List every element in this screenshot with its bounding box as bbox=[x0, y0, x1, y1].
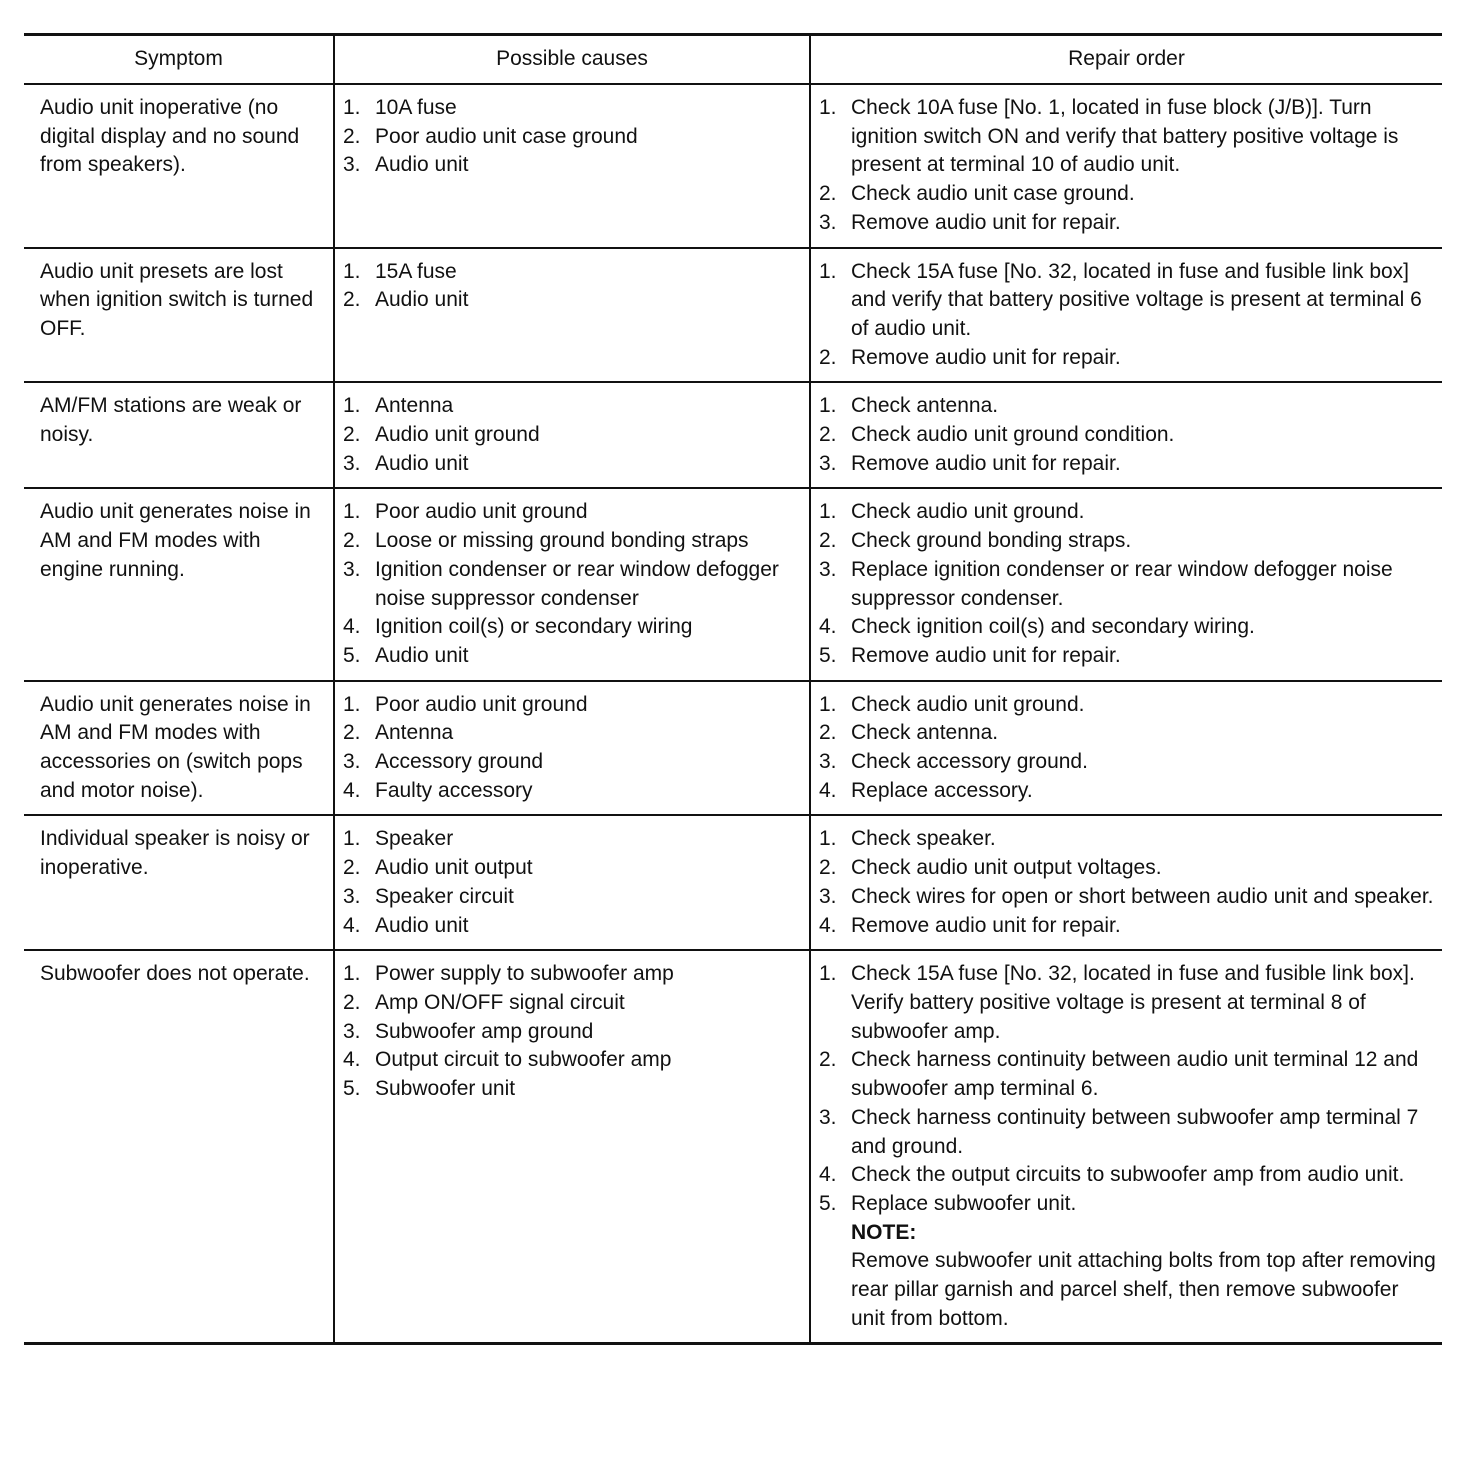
list-item bbox=[819, 748, 1436, 777]
item-text-main: Remove audio unit for repair. bbox=[851, 210, 1121, 234]
list-item bbox=[819, 527, 1436, 556]
item-text-main: Audio unit bbox=[375, 288, 469, 312]
list-item bbox=[343, 854, 805, 883]
item-text-main: Loose or missing ground bonding straps bbox=[375, 529, 749, 553]
list-item bbox=[343, 392, 805, 421]
repair-order-cell bbox=[810, 488, 1442, 680]
list-item bbox=[819, 180, 1436, 209]
item-text-main: Power supply to subwoofer amp bbox=[375, 962, 674, 986]
item-number: 1. bbox=[819, 96, 837, 119]
list-item bbox=[819, 883, 1436, 912]
possible-causes-cell bbox=[334, 681, 810, 816]
symptom-cell: AM/FM stations are weak or noisy. bbox=[24, 382, 334, 488]
item-number: 4. bbox=[343, 615, 361, 639]
item-text bbox=[375, 94, 805, 123]
item-text bbox=[375, 527, 805, 556]
item-text-main: Audio unit bbox=[375, 451, 469, 475]
possible-causes-cell bbox=[334, 382, 810, 488]
symptom-cell: Audio unit inoperative (no digital display and no sound from speakers). bbox=[24, 84, 334, 248]
numbered-list bbox=[343, 392, 805, 478]
list-item bbox=[819, 498, 1436, 527]
symptom-cell: Individual speaker is noisy or inoperative. bbox=[24, 815, 334, 950]
item-text bbox=[375, 1018, 805, 1047]
item-number: 5. bbox=[343, 1077, 361, 1101]
list-item bbox=[819, 719, 1436, 748]
list-item bbox=[343, 825, 805, 854]
table-row bbox=[24, 681, 1442, 816]
numbered-list bbox=[819, 691, 1436, 806]
item-text bbox=[375, 421, 805, 450]
list-item bbox=[819, 209, 1436, 238]
item-number: 1. bbox=[819, 827, 837, 851]
list-item bbox=[819, 421, 1436, 450]
item-number: 2. bbox=[819, 182, 837, 206]
item-text-main: Output circuit to subwoofer amp bbox=[375, 1048, 672, 1072]
item-text bbox=[851, 94, 1436, 180]
item-text-main: Replace ignition condenser or rear window defogger noise suppressor condenser. bbox=[851, 557, 1393, 610]
numbered-list bbox=[819, 960, 1436, 1333]
list-item bbox=[343, 498, 805, 527]
item-text bbox=[851, 691, 1436, 720]
header-symptom: Symptom bbox=[24, 35, 334, 85]
repair-order-cell bbox=[810, 84, 1442, 248]
item-number: 3. bbox=[343, 153, 361, 177]
item-number: 4. bbox=[343, 1048, 361, 1072]
item-text bbox=[375, 498, 805, 527]
item-text-main: Remove audio unit for repair. bbox=[851, 643, 1121, 667]
list-item bbox=[819, 613, 1436, 642]
item-text bbox=[851, 719, 1436, 748]
item-text-main: Remove audio unit for repair. bbox=[851, 345, 1121, 369]
item-number: 3. bbox=[343, 557, 361, 581]
troubleshooting-table bbox=[24, 33, 1442, 1345]
item-text-main: Speaker circuit bbox=[375, 884, 514, 908]
list-item bbox=[819, 1046, 1436, 1103]
item-text-main: Poor audio unit case ground bbox=[375, 124, 638, 148]
item-text-main: Ignition condenser or rear window defogger noise suppressor condenser bbox=[375, 557, 779, 610]
item-text bbox=[375, 989, 805, 1018]
item-number: 1. bbox=[819, 962, 837, 986]
item-text-main: Check harness continuity between audio unit terminal 12 and subwoofer amp terminal 6. bbox=[851, 1048, 1419, 1101]
item-text bbox=[851, 883, 1436, 912]
item-text-main: Faulty accessory bbox=[375, 778, 533, 802]
item-text-main: Antenna bbox=[375, 721, 454, 745]
list-item bbox=[343, 719, 805, 748]
item-text bbox=[851, 392, 1436, 421]
item-text bbox=[375, 286, 805, 315]
item-text-main: 15A fuse bbox=[375, 259, 457, 283]
symptom-cell: Audio unit presets are lost when ignition switch is turned OFF. bbox=[24, 248, 334, 383]
item-number: 2. bbox=[819, 1048, 837, 1072]
item-number: 5. bbox=[343, 643, 361, 667]
item-text bbox=[851, 498, 1436, 527]
item-text bbox=[375, 912, 805, 941]
item-text bbox=[851, 748, 1436, 777]
item-number: 1. bbox=[343, 962, 361, 986]
item-number: 5. bbox=[819, 643, 837, 667]
table-row bbox=[24, 248, 1442, 383]
item-number: 1. bbox=[343, 259, 361, 283]
list-item bbox=[343, 691, 805, 720]
list-item bbox=[343, 151, 805, 180]
list-item bbox=[819, 392, 1436, 421]
list-item bbox=[819, 691, 1436, 720]
list-item bbox=[343, 960, 805, 989]
item-text bbox=[375, 883, 805, 912]
item-text-main: Check accessory ground. bbox=[851, 750, 1088, 774]
item-text-main: Check audio unit case ground. bbox=[851, 182, 1135, 206]
item-number: 3. bbox=[819, 1105, 837, 1129]
repair-order-cell bbox=[810, 815, 1442, 950]
numbered-list bbox=[343, 691, 805, 806]
list-item bbox=[819, 450, 1436, 479]
item-text-main: Check audio unit ground. bbox=[851, 692, 1085, 716]
item-text bbox=[375, 960, 805, 989]
possible-causes-cell bbox=[334, 815, 810, 950]
header-possible-causes: Possible causes bbox=[334, 35, 810, 85]
item-text-main: Ignition coil(s) or secondary wiring bbox=[375, 615, 693, 639]
numbered-list bbox=[819, 94, 1436, 238]
item-text bbox=[851, 556, 1436, 613]
item-text-main: Check 15A fuse [No. 32, located in fuse and fusible link box]. bbox=[851, 962, 1415, 986]
item-text-main: Check audio unit ground. bbox=[851, 500, 1085, 524]
item-number: 4. bbox=[343, 778, 361, 802]
item-number: 2. bbox=[819, 423, 837, 447]
item-text bbox=[375, 392, 805, 421]
item-text bbox=[375, 691, 805, 720]
list-item bbox=[343, 1018, 805, 1047]
repair-order-cell bbox=[810, 681, 1442, 816]
item-number: 5. bbox=[819, 1191, 837, 1215]
item-number: 3. bbox=[343, 884, 361, 908]
item-number: 2. bbox=[343, 288, 361, 312]
item-text-main: Check harness continuity between subwoofer amp terminal 7 and ground. bbox=[851, 1105, 1419, 1158]
item-text bbox=[851, 344, 1436, 373]
list-item bbox=[343, 286, 805, 315]
item-number: 1. bbox=[819, 394, 837, 418]
list-item bbox=[343, 421, 805, 450]
list-item bbox=[343, 258, 805, 287]
item-number: 2. bbox=[343, 856, 361, 880]
list-item bbox=[343, 450, 805, 479]
item-text-main: Accessory ground bbox=[375, 750, 544, 774]
item-text-main: Audio unit ground bbox=[375, 423, 540, 447]
list-item bbox=[343, 748, 805, 777]
item-number: 1. bbox=[343, 692, 361, 716]
item-text bbox=[851, 421, 1436, 450]
item-number: 3. bbox=[819, 750, 837, 774]
item-text-main: Check audio unit ground condition. bbox=[851, 423, 1175, 447]
item-text bbox=[375, 1075, 805, 1104]
item-number: 2. bbox=[819, 529, 837, 553]
list-item bbox=[343, 613, 805, 642]
item-text bbox=[851, 777, 1436, 806]
item-text bbox=[375, 258, 805, 287]
list-item bbox=[819, 777, 1436, 806]
item-text bbox=[851, 854, 1436, 883]
item-text-main: Audio unit bbox=[375, 913, 469, 937]
numbered-list bbox=[819, 392, 1436, 478]
item-number: 3. bbox=[819, 884, 837, 908]
list-item bbox=[819, 258, 1436, 344]
list-item bbox=[819, 344, 1436, 373]
item-text bbox=[851, 1104, 1436, 1161]
item-text-main: Check wires for open or short between audio unit and speaker. bbox=[851, 884, 1434, 908]
list-item bbox=[343, 777, 805, 806]
symptom-cell: Subwoofer does not operate. bbox=[24, 950, 334, 1344]
item-text-main: Speaker bbox=[375, 827, 454, 851]
list-item bbox=[819, 1161, 1436, 1190]
item-text bbox=[375, 825, 805, 854]
item-text bbox=[851, 1046, 1436, 1103]
symptom-cell: Audio unit generates noise in AM and FM modes with engine running. bbox=[24, 488, 334, 680]
item-number: 1. bbox=[343, 500, 361, 524]
item-text bbox=[851, 209, 1436, 238]
item-text-main: Check antenna. bbox=[851, 394, 999, 418]
item-text bbox=[375, 1046, 805, 1075]
list-item bbox=[343, 556, 805, 613]
item-number: 1. bbox=[343, 827, 361, 851]
item-text bbox=[375, 613, 805, 642]
item-text bbox=[375, 748, 805, 777]
list-item bbox=[343, 1075, 805, 1104]
repair-order-cell bbox=[810, 950, 1442, 1344]
item-number: 1. bbox=[343, 96, 361, 119]
list-item bbox=[343, 989, 805, 1018]
item-text bbox=[851, 642, 1436, 671]
item-number: 4. bbox=[819, 778, 837, 802]
list-item bbox=[819, 556, 1436, 613]
numbered-list bbox=[819, 825, 1436, 940]
item-text-main: Poor audio unit ground bbox=[375, 692, 588, 716]
note-title: NOTE: bbox=[851, 1220, 917, 1244]
item-text-main: Replace accessory. bbox=[851, 778, 1033, 802]
item-text-main: Check antenna. bbox=[851, 721, 999, 745]
item-text bbox=[851, 825, 1436, 854]
item-number: 2. bbox=[343, 124, 361, 148]
item-number: 2. bbox=[343, 423, 361, 447]
item-number: 3. bbox=[819, 557, 837, 581]
item-text bbox=[375, 556, 805, 613]
item-number: 4. bbox=[343, 913, 361, 937]
item-number: 3. bbox=[343, 1019, 361, 1043]
numbered-list bbox=[343, 825, 805, 940]
repair-order-cell bbox=[810, 382, 1442, 488]
item-text-main: Check ignition coil(s) and secondary wiring. bbox=[851, 615, 1255, 639]
list-item bbox=[343, 123, 805, 152]
table-row bbox=[24, 84, 1442, 248]
item-text-main: Check ground bonding straps. bbox=[851, 529, 1132, 553]
item-number: 2. bbox=[343, 529, 361, 553]
item-text-main: Remove audio unit for repair. bbox=[851, 913, 1121, 937]
item-number: 1. bbox=[819, 500, 837, 524]
item-text bbox=[851, 912, 1436, 941]
item-text bbox=[375, 123, 805, 152]
item-number: 1. bbox=[343, 394, 361, 418]
header-row bbox=[24, 35, 1442, 85]
item-number: 1. bbox=[819, 259, 837, 283]
list-item bbox=[343, 642, 805, 671]
item-text-main: Remove audio unit for repair. bbox=[851, 451, 1121, 475]
item-number: 2. bbox=[343, 990, 361, 1014]
item-text-main: Check 10A fuse [No. 1, located in fuse block (J/B)]. Turn ignition switch ON and verify that battery positive voltage is present at terminal 10 of audio unit. bbox=[851, 96, 1399, 177]
numbered-list bbox=[343, 94, 805, 180]
item-number: 2. bbox=[819, 721, 837, 745]
item-number: 2. bbox=[819, 856, 837, 880]
item-text-main: Audio unit bbox=[375, 643, 469, 667]
list-item bbox=[819, 1104, 1436, 1161]
symptom-cell: Audio unit generates noise in AM and FM modes with accessories on (switch pops and motor noise). bbox=[24, 681, 334, 816]
item-text-main: Audio unit bbox=[375, 153, 469, 177]
table-row bbox=[24, 382, 1442, 488]
item-text bbox=[851, 1190, 1436, 1334]
item-number: 3. bbox=[819, 451, 837, 475]
item-text bbox=[375, 854, 805, 883]
table-row bbox=[24, 488, 1442, 680]
item-number: 3. bbox=[343, 750, 361, 774]
item-text-main: Audio unit output bbox=[375, 856, 533, 880]
item-text bbox=[851, 258, 1436, 344]
item-text bbox=[851, 527, 1436, 556]
possible-causes-cell bbox=[334, 488, 810, 680]
item-text bbox=[851, 960, 1436, 1046]
item-text-main: Subwoofer amp ground bbox=[375, 1019, 594, 1043]
list-item bbox=[343, 94, 805, 123]
possible-causes-cell bbox=[334, 84, 810, 248]
item-text-main: Amp ON/OFF signal circuit bbox=[375, 990, 625, 1014]
item-number: 4. bbox=[819, 913, 837, 937]
item-text-main: Replace subwoofer unit. bbox=[851, 1191, 1077, 1215]
item-number: 1. bbox=[819, 692, 837, 716]
list-item bbox=[343, 883, 805, 912]
item-text bbox=[375, 642, 805, 671]
table-row bbox=[24, 950, 1442, 1344]
item-text-main: 10A fuse bbox=[375, 96, 457, 119]
numbered-list bbox=[343, 960, 805, 1104]
item-text bbox=[851, 1161, 1436, 1190]
item-text bbox=[375, 151, 805, 180]
header-repair-order: Repair order bbox=[810, 35, 1442, 85]
item-number: 3. bbox=[819, 210, 837, 234]
possible-causes-cell bbox=[334, 248, 810, 383]
item-text-main: Check the output circuits to subwoofer amp from audio unit. bbox=[851, 1163, 1405, 1187]
numbered-list bbox=[819, 258, 1436, 373]
list-item bbox=[819, 1190, 1436, 1334]
item-text-main: Subwoofer unit bbox=[375, 1077, 516, 1101]
note-text: Remove subwoofer unit attaching bolts from top after removing rear pillar garnish and parcel shelf, then remove subwoofer unit from bottom. bbox=[851, 1249, 1436, 1330]
repair-step-continuation: Verify battery positive voltage is present at terminal 8 of subwoofer amp. bbox=[851, 990, 1366, 1043]
item-number: 4. bbox=[819, 1163, 837, 1187]
possible-causes-cell bbox=[334, 950, 810, 1344]
item-text bbox=[851, 450, 1436, 479]
item-number: 4. bbox=[819, 615, 837, 639]
list-item bbox=[819, 960, 1436, 1046]
list-item bbox=[343, 1046, 805, 1075]
repair-order-cell bbox=[810, 248, 1442, 383]
list-item bbox=[819, 94, 1436, 180]
item-text-main: Check 15A fuse [No. 32, located in fuse and fusible link box] and verify that battery positive voltage is present at terminal 6 of audio unit. bbox=[851, 259, 1422, 340]
item-text bbox=[375, 777, 805, 806]
list-item bbox=[819, 854, 1436, 883]
numbered-list bbox=[343, 498, 805, 670]
item-number: 2. bbox=[343, 721, 361, 745]
list-item bbox=[343, 527, 805, 556]
item-text bbox=[375, 719, 805, 748]
numbered-list bbox=[343, 258, 805, 315]
item-number: 2. bbox=[819, 345, 837, 369]
item-text bbox=[851, 180, 1436, 209]
list-item bbox=[343, 912, 805, 941]
list-item bbox=[819, 825, 1436, 854]
item-text bbox=[375, 450, 805, 479]
numbered-list bbox=[819, 498, 1436, 670]
item-text-main: Check audio unit output voltages. bbox=[851, 856, 1162, 880]
list-item bbox=[819, 912, 1436, 941]
item-text-main: Poor audio unit ground bbox=[375, 500, 588, 524]
item-text-main: Antenna bbox=[375, 394, 454, 418]
item-text-main: Check speaker. bbox=[851, 827, 996, 851]
item-number: 3. bbox=[343, 451, 361, 475]
table-row bbox=[24, 815, 1442, 950]
list-item bbox=[819, 642, 1436, 671]
item-text bbox=[851, 613, 1436, 642]
